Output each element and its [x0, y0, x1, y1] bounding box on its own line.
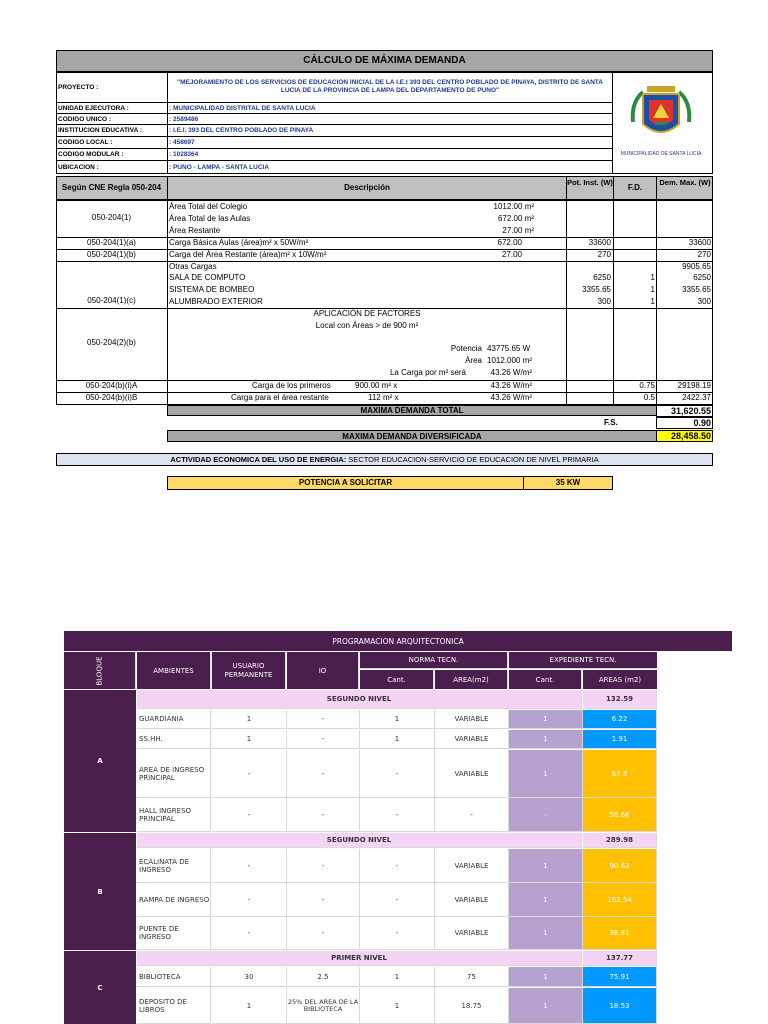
io-value: -: [287, 710, 360, 729]
cant-expediente-value: 1: [509, 988, 583, 1024]
cant-expediente-value: 1: [509, 730, 583, 749]
areas-value: 18.53: [583, 988, 657, 1024]
fd-value: 1: [650, 273, 655, 282]
info-label: UBICACION :: [58, 164, 99, 171]
header-bloque: BLOQUE: [64, 652, 136, 689]
info-value: : MUNICIPALIDAD DISTRITAL DE SANTA LUCIA: [169, 105, 316, 112]
row-label: La Carga por m² será: [389, 368, 466, 377]
header-cne: Según CNE Regla 050-204: [61, 183, 162, 192]
row-label: Área Restante: [169, 226, 221, 235]
dem-max-value: 270: [697, 250, 711, 259]
fd-value: 0.75: [639, 381, 655, 390]
info-label: CODIGO LOCAL :: [58, 139, 113, 146]
max-demand-diversified-value: 28,458.50: [670, 431, 711, 441]
ambiente-name: DEPOSITO DE LIBROS: [137, 988, 211, 1024]
areas-value: 90.63: [583, 849, 657, 883]
fd-value: 1: [650, 285, 655, 294]
block-label: B: [64, 833, 136, 950]
row-value: 27.00: [501, 250, 522, 259]
usuario-value: -: [212, 798, 287, 832]
areas-value: 36.81: [583, 917, 657, 950]
row-value: 1012.00 m²: [493, 202, 534, 211]
areas-value: 75.91: [583, 967, 657, 987]
rule-code: 050-204(1)(a): [87, 238, 136, 247]
block-label: C: [64, 951, 136, 1024]
power-request-value: 35 KW: [555, 478, 581, 487]
info-value: : 2589486: [169, 116, 199, 123]
header-norma-tecn: NORMA TECN.: [360, 652, 508, 669]
rule-code: 050-204(1)(b): [87, 250, 136, 259]
cant-expediente-value: 1: [509, 750, 583, 798]
areas-value: 6.22: [583, 710, 657, 729]
info-label: CODIGO UNICO :: [58, 116, 112, 123]
factors-subtitle: Local con Áreas > de 900 m²: [315, 321, 419, 330]
row-label: Carga de los primeros: [252, 381, 331, 390]
max-demand-total-cell: [656, 405, 713, 417]
fs-value: 0.90: [693, 418, 711, 428]
row-label: SISTEMA DE BOMBEO: [169, 285, 255, 294]
header-cant-expediente: Cant.: [509, 670, 582, 689]
dem-max-value: 300: [697, 297, 711, 306]
info-value: : PUNO - LAMPA - SANTA LUCIA: [169, 164, 270, 171]
proyecto-value: "MEJORAMIENTO DE LOS SERVICIOS DE EDUCACION INICIAL DE LA I.E.I 393 DEL CENTRO POBLADO DE PINAYA, DISTRITO DE SANTA LUCIA DE LA PROVINCIA DE LAMPA DEL DEPARTAMENTO DE PUNO": [176, 79, 603, 94]
row-value: 43.26 W/m²: [490, 368, 532, 377]
dem-max-value: 29198.19: [677, 381, 711, 390]
header-areas: AREAS (m2): [583, 670, 657, 689]
row-value: 43775.65 W: [487, 344, 531, 353]
cant-expediente-value: 1: [509, 710, 583, 729]
usuario-value: -: [212, 917, 287, 950]
info-value: : 458697: [169, 139, 195, 146]
area-value: VARIABLE: [435, 917, 509, 950]
fd-value: 1: [650, 297, 655, 306]
row-label: Área: [465, 356, 482, 365]
area-value: VARIABLE: [435, 750, 509, 798]
row-label: Área Total del Colegio: [169, 202, 248, 211]
rule-code: 050-204(b)(i)A: [85, 381, 138, 390]
fd-value: 0.5: [643, 393, 655, 402]
cant-value: 1: [360, 967, 435, 987]
row-value: 27.00 m²: [502, 226, 534, 235]
max-demand-diversified-cell: [656, 430, 713, 442]
info-value: : 1028364: [169, 151, 199, 158]
cant-expediente-value: -: [509, 798, 583, 832]
info-value: : I.E.I. 393 DEL CENTRO POBLADO DE PINAYA: [169, 127, 314, 134]
pot-inst-value: 6250: [593, 273, 611, 282]
usuario-value: 1: [212, 988, 287, 1024]
usuario-value: 1: [212, 710, 287, 729]
section-title: PRIMER NIVEL: [137, 951, 582, 966]
row-value: 1012.000 m²: [487, 356, 532, 365]
cant-value: -: [360, 849, 435, 883]
row-label: Carga del Área Restante (área)m² x 10W/m²: [169, 250, 327, 259]
cant-expediente-value: 1: [509, 917, 583, 950]
factors-title: APLICACIÓN DE FACTORES: [313, 309, 421, 318]
rule-code: 050-204(2)(b): [87, 338, 136, 347]
header-io: IO: [287, 652, 359, 689]
info-label: UNIDAD EJECUTORA :: [58, 105, 129, 112]
cant-expediente-value: 1: [509, 883, 583, 917]
fs-label: F.S.: [604, 418, 618, 427]
header-dem-max: Dem. Max. (W): [659, 178, 711, 187]
area-value: 75: [435, 967, 509, 987]
cant-value: 1: [360, 730, 435, 749]
max-demand-total-label: MAXIMA DEMANDA TOTAL: [360, 406, 464, 415]
io-value: -: [287, 917, 360, 950]
areas-value: 162.54: [583, 883, 657, 917]
cant-expediente-value: 1: [509, 967, 583, 987]
usuario-value: -: [212, 849, 287, 883]
row-area: 900.00 m² x: [355, 381, 398, 390]
header-usuario-permanente: USUARIO PERMANENTE: [212, 652, 286, 689]
max-demand-total-value: 31,620.55: [670, 406, 711, 416]
header-ambientes: AMBIENTES: [137, 652, 211, 689]
rule-code: 050-204(1)(c): [87, 296, 136, 305]
header-expediente-tecn: EXPEDIENTE TECN.: [509, 652, 657, 669]
fs-cell: [656, 417, 713, 429]
cant-expediente-value: 1: [509, 849, 583, 883]
rule-code: 050-204(b)(i)B: [85, 393, 138, 402]
row-label: SALA DE COMPUTO: [169, 273, 246, 282]
row-value: 43.26 W/m²: [490, 393, 532, 402]
header-cant: Cant.: [360, 670, 434, 689]
io-value: 25% DEL AREA DE LA BIBLIOTECA: [287, 988, 360, 1024]
section-total: 289.98: [583, 833, 657, 848]
area-value: -: [435, 798, 509, 832]
max-demand-diversified-label: MAXIMA DEMANDA DIVERSIFICADA: [342, 432, 482, 441]
row-label: Carga Básica Aulas (área)m² x 50W/m²: [169, 238, 309, 247]
ambiente-name: GUARDIANIA: [137, 710, 211, 729]
row-area: 112 m² x: [368, 393, 399, 402]
io-value: -: [287, 730, 360, 749]
area-value: VARIABLE: [435, 883, 509, 917]
areas-value: 1.91: [583, 730, 657, 749]
row-label: Área Total de las Aulas: [169, 214, 251, 223]
ambiente-name: PUENTE DE INGRESO: [137, 917, 211, 950]
cant-value: -: [360, 917, 435, 950]
power-request-label: POTENCIA A SOLICITAR: [298, 478, 393, 487]
ambiente-name: HALL INGRESO PRINCIPAL: [137, 798, 211, 832]
section-title: SEGUNDO NIVEL: [137, 833, 582, 848]
dem-max-value: 2422.37: [682, 393, 711, 402]
areas-value: 56.66: [583, 798, 657, 832]
dem-max-value: 9905.65: [682, 262, 711, 271]
ambiente-name: AREA DE INGRESO PRINCIPAL: [137, 750, 211, 798]
header-area: AREA(m2): [435, 670, 508, 689]
max-demand-diversified-bar: [167, 430, 657, 442]
info-label: CODIGO MODULAR :: [58, 151, 124, 158]
io-value: -: [287, 798, 360, 832]
row-label: Otras Cargas: [169, 262, 217, 271]
row-value: 672.00: [497, 238, 522, 247]
area-value: VARIABLE: [435, 849, 509, 883]
area-value: VARIABLE: [435, 710, 509, 729]
economic-activity-text: ACTIVIDAD ECONOMICA DEL USO DE ENERGIA: SECTOR EDUCACION-SERVICIO DE EDUCACION DE NIVEL PRIMARIA: [170, 455, 599, 464]
dem-max-value: 33600: [688, 238, 711, 247]
io-value: -: [287, 849, 360, 883]
max-demand-total-bar: [167, 405, 657, 416]
pot-inst-value: 33600: [588, 238, 611, 247]
pot-inst-value: 270: [597, 250, 611, 259]
dem-max-value: 6250: [693, 273, 711, 282]
cant-value: -: [360, 883, 435, 917]
section-total: 137.77: [583, 951, 657, 966]
cant-value: -: [360, 750, 435, 798]
pot-inst-value: 300: [597, 297, 611, 306]
area-value: 18.75: [435, 988, 509, 1024]
program-title: PROGRAMACION ARQUITECTONICA: [64, 631, 732, 651]
economic-activity-bar: [56, 453, 713, 466]
rule-code: 050-204(1): [91, 213, 132, 222]
ambiente-name: ECALINATA DE INGRESO: [137, 849, 211, 883]
pot-inst-value: 3355.65: [582, 285, 611, 294]
header-pot-inst: Pot. Inst. (W): [567, 178, 613, 187]
io-value: -: [287, 750, 360, 798]
ambiente-name: BIBLIOTECA: [137, 967, 211, 987]
cant-value: 1: [360, 988, 435, 1024]
section-title: SEGUNDO NIVEL: [137, 690, 582, 709]
section-total: 132.59: [583, 690, 657, 709]
cant-value: 1: [360, 710, 435, 729]
proyecto-label: PROYECTO :: [58, 84, 99, 91]
areas-value: 67.8: [583, 750, 657, 798]
row-value: 43.26 W/m²: [490, 381, 532, 390]
row-label: Carga para el área restante: [231, 393, 329, 402]
usuario-value: 30: [212, 967, 287, 987]
ambiente-name: SS.HH.: [137, 730, 211, 749]
usuario-value: -: [212, 883, 287, 917]
header-description: Descripción: [344, 183, 390, 192]
row-label: Potencia: [450, 344, 482, 353]
ambiente-name: RAMPA DE INGRESO: [137, 883, 211, 917]
usuario-value: -: [212, 750, 287, 798]
calc-title-bar: [56, 50, 713, 72]
row-value: 672.00 m²: [497, 214, 534, 223]
usuario-value: 1: [212, 730, 287, 749]
cant-value: -: [360, 798, 435, 832]
row-label: ALUMBRADO EXTERIOR: [169, 297, 263, 306]
municipality-logo: [625, 82, 697, 152]
logo-caption: MUNICIPALIDAD DE SANTA LUCIA: [620, 151, 702, 157]
dem-max-value: 3355.65: [682, 285, 711, 294]
calc-title: CÁLCULO DE MÁXIMA DEMANDA: [303, 55, 466, 66]
block-label: A: [64, 690, 136, 832]
header-fd: F.D.: [627, 183, 643, 192]
io-value: -: [287, 883, 360, 917]
area-value: VARIABLE: [435, 730, 509, 749]
info-label: INSTITUCION EDUCATIVA :: [58, 127, 143, 134]
io-value: 2.5: [287, 967, 360, 987]
